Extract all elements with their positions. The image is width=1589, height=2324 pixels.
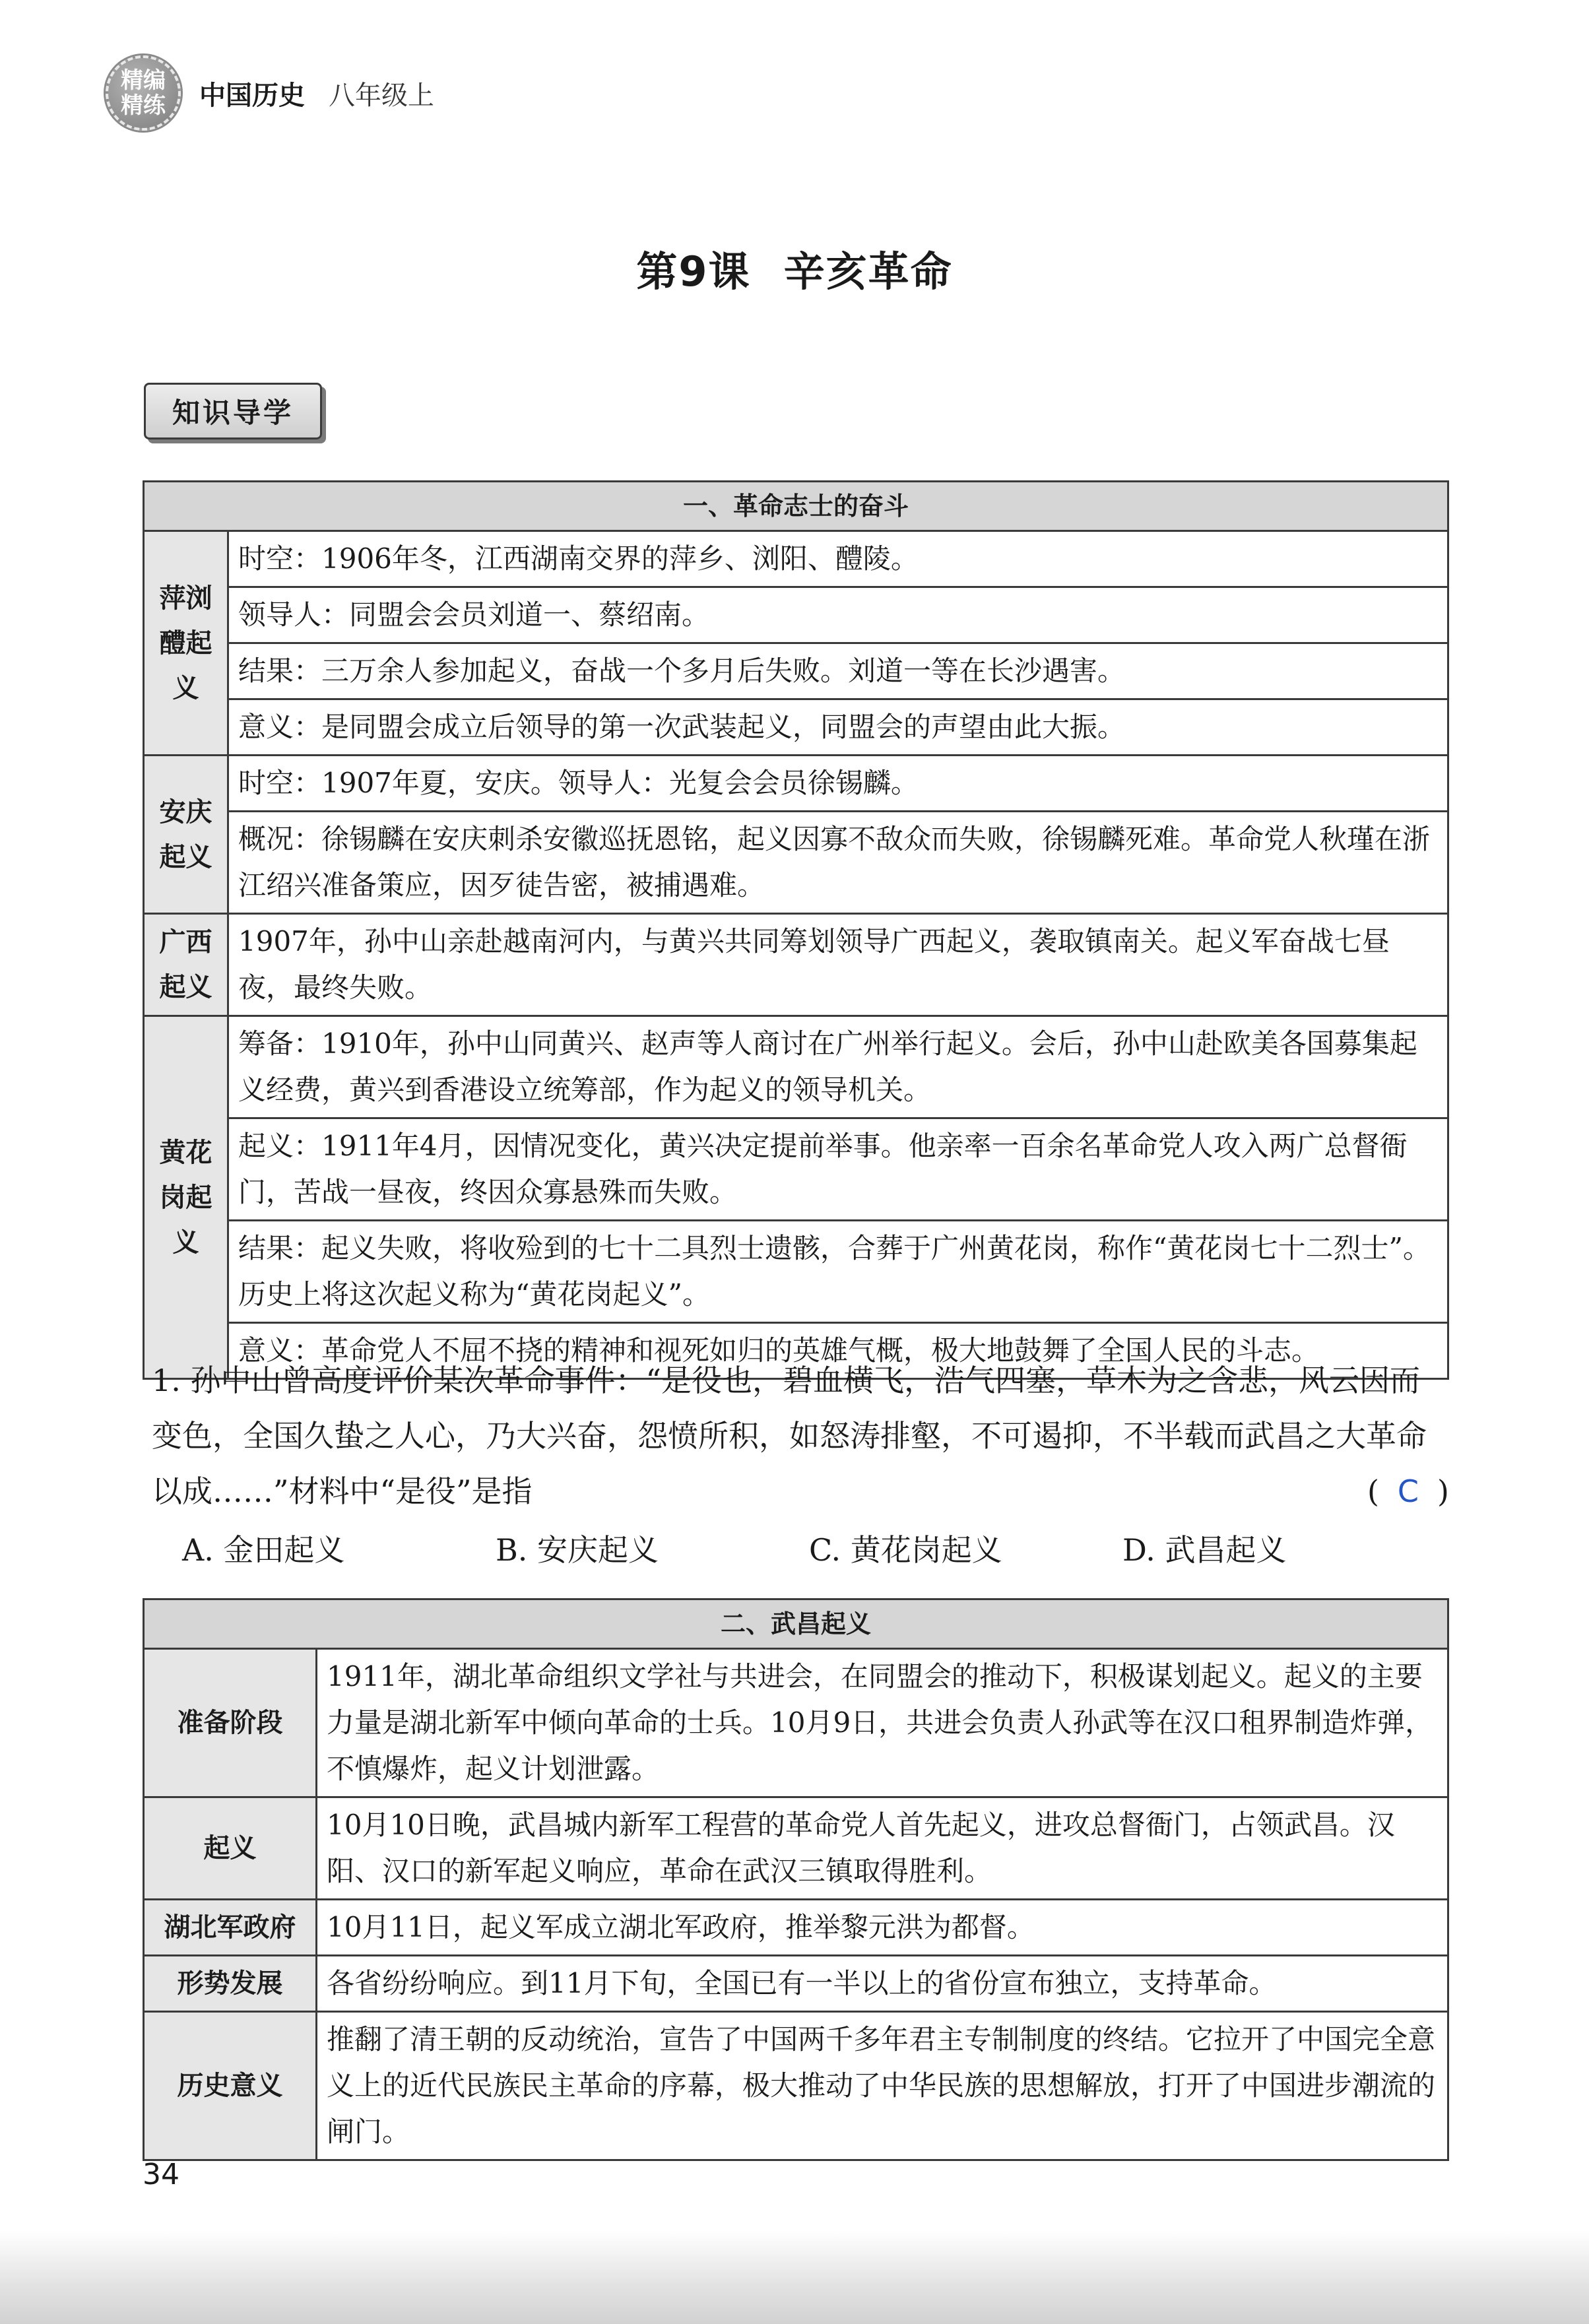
- pingliuli-label: 萍浏醴起义: [144, 531, 228, 756]
- anqing-label: 安庆起义: [144, 756, 228, 914]
- lesson-name: 辛亥革命: [783, 247, 953, 296]
- table2-row-text: 各省纷纷响应。到11月下旬，全国已有一半以上的省份宣布独立，支持革命。: [317, 1956, 1448, 2012]
- option-d: D. 武昌起义: [1122, 1532, 1287, 1568]
- answer-choice: C: [1397, 1473, 1419, 1509]
- bracket-open: (: [1367, 1473, 1379, 1509]
- revolutionary-struggle-table: [143, 480, 1449, 1380]
- question-text: 1. 孙中山曾高度评价某次革命事件：“是役也，碧血横飞，浩气四塞，草木为之含悲，风云因而变色，全国久蛰之人心，乃大兴奋，怨愤所积，如怒涛排壑，不可遏抑，不半载而武昌之大革命以成……”材料中“是役”是指: [152, 1363, 1427, 1509]
- page-header: [106, 57, 434, 129]
- subject-title: 中国历史: [199, 80, 305, 111]
- logo-line-2: 精练: [121, 92, 166, 119]
- answer-bracket: [1367, 1464, 1449, 1519]
- logo-line-1: 精编: [121, 67, 166, 94]
- guangxi-row: 1907年，孙中山亲赴越南河内，与黄兴共同筹划领导广西起义，袭取镇南关。起义军奋战七昼夜，最终失败。: [228, 914, 1448, 1016]
- page-number: 34: [143, 2158, 179, 2191]
- table1-heading: 一、革命志士的奋斗: [144, 482, 1448, 531]
- table2-row-text: 10月11日，起义军成立湖北军政府，推举黎元洪为都督。: [317, 1900, 1448, 1956]
- table2-row-label: 历史意义: [144, 2012, 317, 2160]
- grade-label: 八年级上: [329, 80, 434, 111]
- question-1: [152, 1353, 1449, 1519]
- pingliuli-row: 结果：三万余人参加起义，奋战一个多月后失败。刘道一等在长沙遇害。: [228, 643, 1448, 699]
- lesson-number: 第9课: [636, 247, 751, 296]
- huanghuagang-label: 黄花岗起义: [144, 1016, 228, 1379]
- table2-row-label: 湖北军政府: [144, 1900, 317, 1956]
- huanghuagang-row: 筹备：1910年，孙中山同黄兴、赵声等人商讨在广州举行起义。会后，孙中山赴欧美各国募集起义经费，黄兴到香港设立统筹部，作为起义的领导机关。: [228, 1016, 1448, 1118]
- table2-row-label: 形势发展: [144, 1956, 317, 2012]
- bracket-close: ): [1437, 1473, 1449, 1509]
- wuchang-uprising-table: [143, 1598, 1449, 2161]
- table2-row-text: 1911年，湖北革命组织文学社与共进会，在同盟会的推动下，积极谋划起义。起义的主要力量是湖北新军中倾向革命的士兵。10月9日，共进会负责人孙武等在汉口租界制造炸弹，不慎爆炸，起义计划泄露。: [317, 1649, 1448, 1797]
- question-options: [182, 1527, 1436, 1573]
- option-c: C. 黄花岗起义: [809, 1532, 1002, 1568]
- section-tag: 知识导学: [144, 383, 322, 439]
- option-a: A. 金田起义: [182, 1532, 345, 1568]
- guangxi-label: 广西起义: [144, 914, 228, 1016]
- huanghuagang-row: 起义：1911年4月，因情况变化，黄兴决定提前举事。他亲率一百余名革命党人攻入两广总督衙门，苦战一昼夜，终因众寡悬殊而失败。: [228, 1118, 1448, 1221]
- anqing-row: 概况：徐锡麟在安庆刺杀安徽巡抚恩铭，起义因寡不敌众而失败，徐锡麟死难。革命党人秋瑾在浙江绍兴准备策应，因歹徒告密，被捕遇难。: [228, 812, 1448, 914]
- huanghuagang-row: 意义：革命党人不屈不挠的精神和视死如归的英雄气概，极大地鼓舞了全国人民的斗志。: [228, 1323, 1448, 1379]
- footer-band: [0, 2230, 1589, 2324]
- table2-row-text: 推翻了清王朝的反动统治，宣告了中国两千多年君主专制制度的终结。它拉开了中国完全意义上的近代民族民主革命的序幕，极大推动了中华民族的思想解放，打开了中国进步潮流的闸门。: [317, 2012, 1448, 2160]
- option-b: B. 安庆起义: [496, 1532, 659, 1568]
- pingliuli-row: 时空：1906年冬，江西湖南交界的萍乡、浏阳、醴陵。: [228, 531, 1448, 587]
- anqing-row: 时空：1907年夏，安庆。领导人：光复会会员徐锡麟。: [228, 756, 1448, 812]
- table2-row-label: 起义: [144, 1797, 317, 1900]
- huanghuagang-row: 结果：起义失败，将收殓到的七十二具烈士遗骸，合葬于广州黄花岗，称作“黄花岗七十二烈士”。历史上将这次起义称为“黄花岗起义”。: [228, 1221, 1448, 1323]
- pingliuli-row: 意义：是同盟会成立后领导的第一次武装起义，同盟会的声望由此大振。: [228, 699, 1448, 756]
- table2-row-text: 10月10日晚，武昌城内新军工程营的革命党人首先起义，进攻总督衙门，占领武昌。汉阳、汉口的新军起义响应，革命在武汉三镇取得胜利。: [317, 1797, 1448, 1900]
- table2-heading: 二、武昌起义: [144, 1599, 1448, 1649]
- table2-row-label: 准备阶段: [144, 1649, 317, 1797]
- pingliuli-row: 领导人：同盟会会员刘道一、蔡绍南。: [228, 587, 1448, 643]
- series-logo: [106, 55, 181, 131]
- lesson-title: [0, 239, 1589, 298]
